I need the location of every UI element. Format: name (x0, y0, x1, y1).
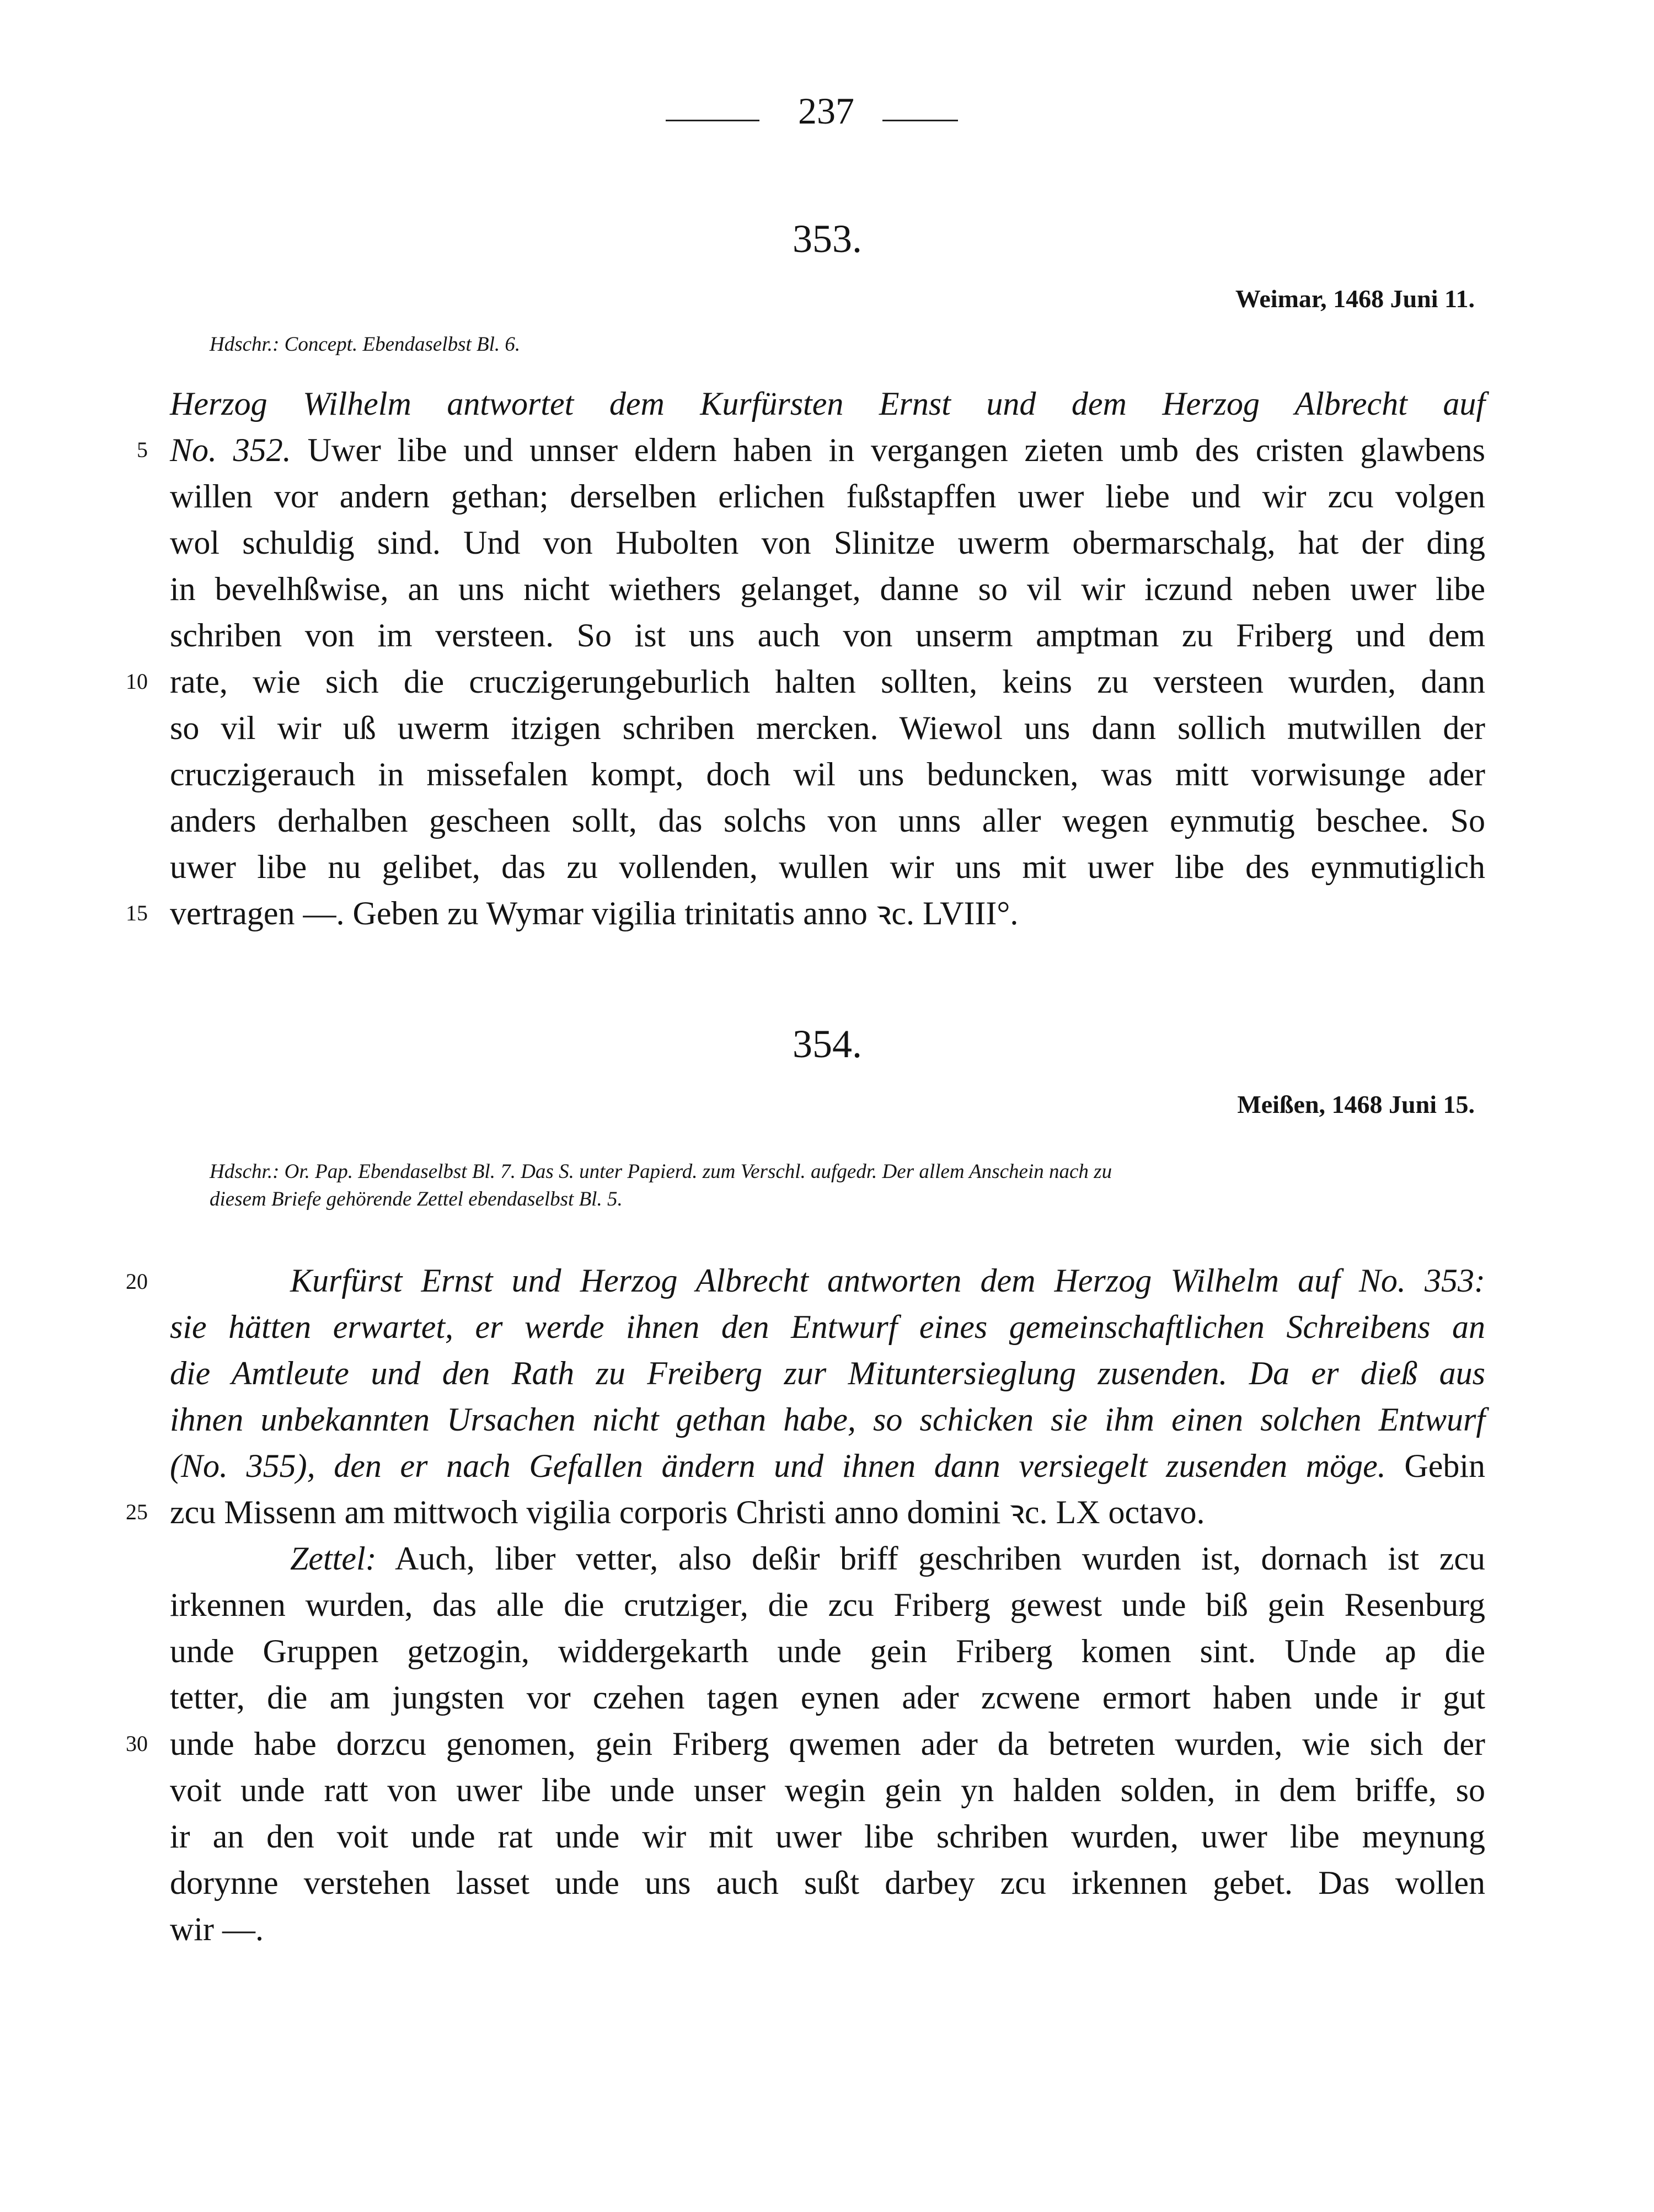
place-date: Meißen, 1468 Juni 15. (1237, 1090, 1475, 1118)
line-number-10: 10 (126, 669, 148, 694)
summary-line: Herzog Wilhelm antwortet dem Kurfürsten Ernst und dem Herzog Albrecht auf (170, 385, 1485, 422)
text-line: unde habe dorzcu genomen, gein Friberg qwemen ader da betreten wurden, wie sich der (170, 1726, 1485, 1762)
summary-line: sie hätten erwartet, er werde ihnen den Entwurf eines gemeinschaftlichen Schreibens an (170, 1309, 1485, 1345)
line-number-30: 30 (126, 1731, 148, 1756)
text-line: willen vor andern gethan; derselben erlichen fußstapffen uwer liebe und wir zcu volgen (170, 478, 1485, 515)
cross-reference: No. 352. (170, 432, 291, 468)
text-line (170, 1443, 1485, 1489)
summary-line: die Amtleute und den Rath zu Freiberg zur Mituntersieglung zusenden. Da er dieß aus (170, 1355, 1485, 1391)
text-line: rate, wie sich die cruczigerungeburlich halten sollten, keins zu versteen wurden, dann (170, 663, 1485, 700)
summary-line: ihnen unbekannten Ursachen nicht gethan habe, so schicken sie ihm einen solchen Entwurf (170, 1401, 1485, 1438)
text-segment: Gebin (1404, 1448, 1485, 1484)
text-segment: Uwer libe und unnser eldern haben in vergangen zieten umb des cristen glawbens (307, 432, 1485, 468)
source-note-line: Hdschr.: Or. Pap. Ebendaselbst Bl. 7. Das S. unter Papierd. zum Verschl. aufgedr. Der allem Anschein nach zu (210, 1160, 1112, 1183)
dating-line (170, 1489, 1205, 1535)
text-line: ir an den voit unde rat unde wir mit uwer libe schriben wurden, uwer libe meynung (170, 1818, 1485, 1855)
text-line: schriben von im versteen. So ist uns auch von unserm amptman zu Friberg und dem (170, 617, 1485, 654)
place-date: Weimar, 1468 Juni 11. (1235, 285, 1475, 313)
source-note-line: diesem Briefe gehörende Zettel ebendaselbst Bl. 5. (210, 1188, 623, 1211)
line-number-25: 25 (126, 1499, 148, 1524)
document-number: 354. (793, 1022, 862, 1066)
zettel-line (290, 1535, 1485, 1582)
text-line: anders derhalben gescheen sollt, das solchs von unns aller wegen eynmutig beschee. So (170, 802, 1485, 839)
text-segment: vertragen —. Geben zu Wymar vigilia trinitatis anno ꝛc. (170, 895, 914, 931)
year-numeral: LVIII°. (922, 895, 1019, 931)
zettel-label: Zettel: (290, 1540, 377, 1577)
text-line: unde Gruppen getzogin, widdergekarth unde gein Friberg komen sint. Unde ap die (170, 1633, 1485, 1669)
year-numeral: LX (1056, 1494, 1100, 1530)
text-line: dorynne verstehen lasset unde uns auch sußt darbey zcu irkennen gebet. Das wollen (170, 1865, 1485, 1901)
page-number: 237 (798, 90, 854, 132)
header-rule-left (666, 120, 759, 121)
text-line: cruczigerauch in missefalen kompt, doch wil uns beduncken, was mitt vorwisunge ader (170, 756, 1485, 792)
text-line: uwer libe nu gelibet, das zu vollenden, wullen wir uns mit uwer libe des eynmutiglich (170, 849, 1485, 885)
text-line: so vil wir uß uwerm itzigen schriben mercken. Wiewol uns dann sollich mutwillen der (170, 710, 1485, 746)
summary-line: Kurfürst Ernst und Herzog Albrecht antworten dem Herzog Wilhelm auf No. 353: (290, 1262, 1485, 1299)
line-number-15: 15 (126, 901, 148, 925)
text-segment: octavo. (1108, 1494, 1205, 1530)
text-line: tetter, die am jungsten vor czehen tagen eynen ader zcwene ermort haben unde ir gut (170, 1679, 1485, 1716)
text-line: irkennen wurden, das alle die crutziger, die zcu Friberg gewest unde biß gein Resenburg (170, 1587, 1485, 1623)
text-line: wir —. (170, 1911, 264, 1947)
closing-line (170, 890, 1018, 936)
line-number-20: 20 (126, 1269, 148, 1294)
text-line: wol schuldig sind. Und von Hubolten von Slinitze uwerm obermarschalg, hat der ding (170, 524, 1485, 561)
text-line: voit unde ratt von uwer libe unde unser wegin gein yn halden solden, in dem briffe, so (170, 1772, 1485, 1808)
document-number: 353. (793, 217, 862, 261)
source-note: Hdschr.: Concept. Ebendaselbst Bl. 6. (210, 333, 521, 356)
text-segment: zcu Missenn am mittwoch vigilia corporis Christi anno domini ꝛc. (170, 1494, 1048, 1530)
text-segment: Auch, liber vetter, also deßir briff geschriben wurden ist, dornach ist zcu (394, 1540, 1485, 1577)
header-rule-right (882, 120, 958, 121)
line-number-5: 5 (137, 437, 148, 462)
summary-segment: (No. 355), den er nach Gefallen ändern und ihnen dann versiegelt zusenden möge. (170, 1448, 1386, 1484)
text-line: in bevelhßwise, an uns nicht wiethers gelanget, danne so vil wir iczund neben uwer libe (170, 571, 1485, 607)
text-line (170, 427, 1485, 473)
